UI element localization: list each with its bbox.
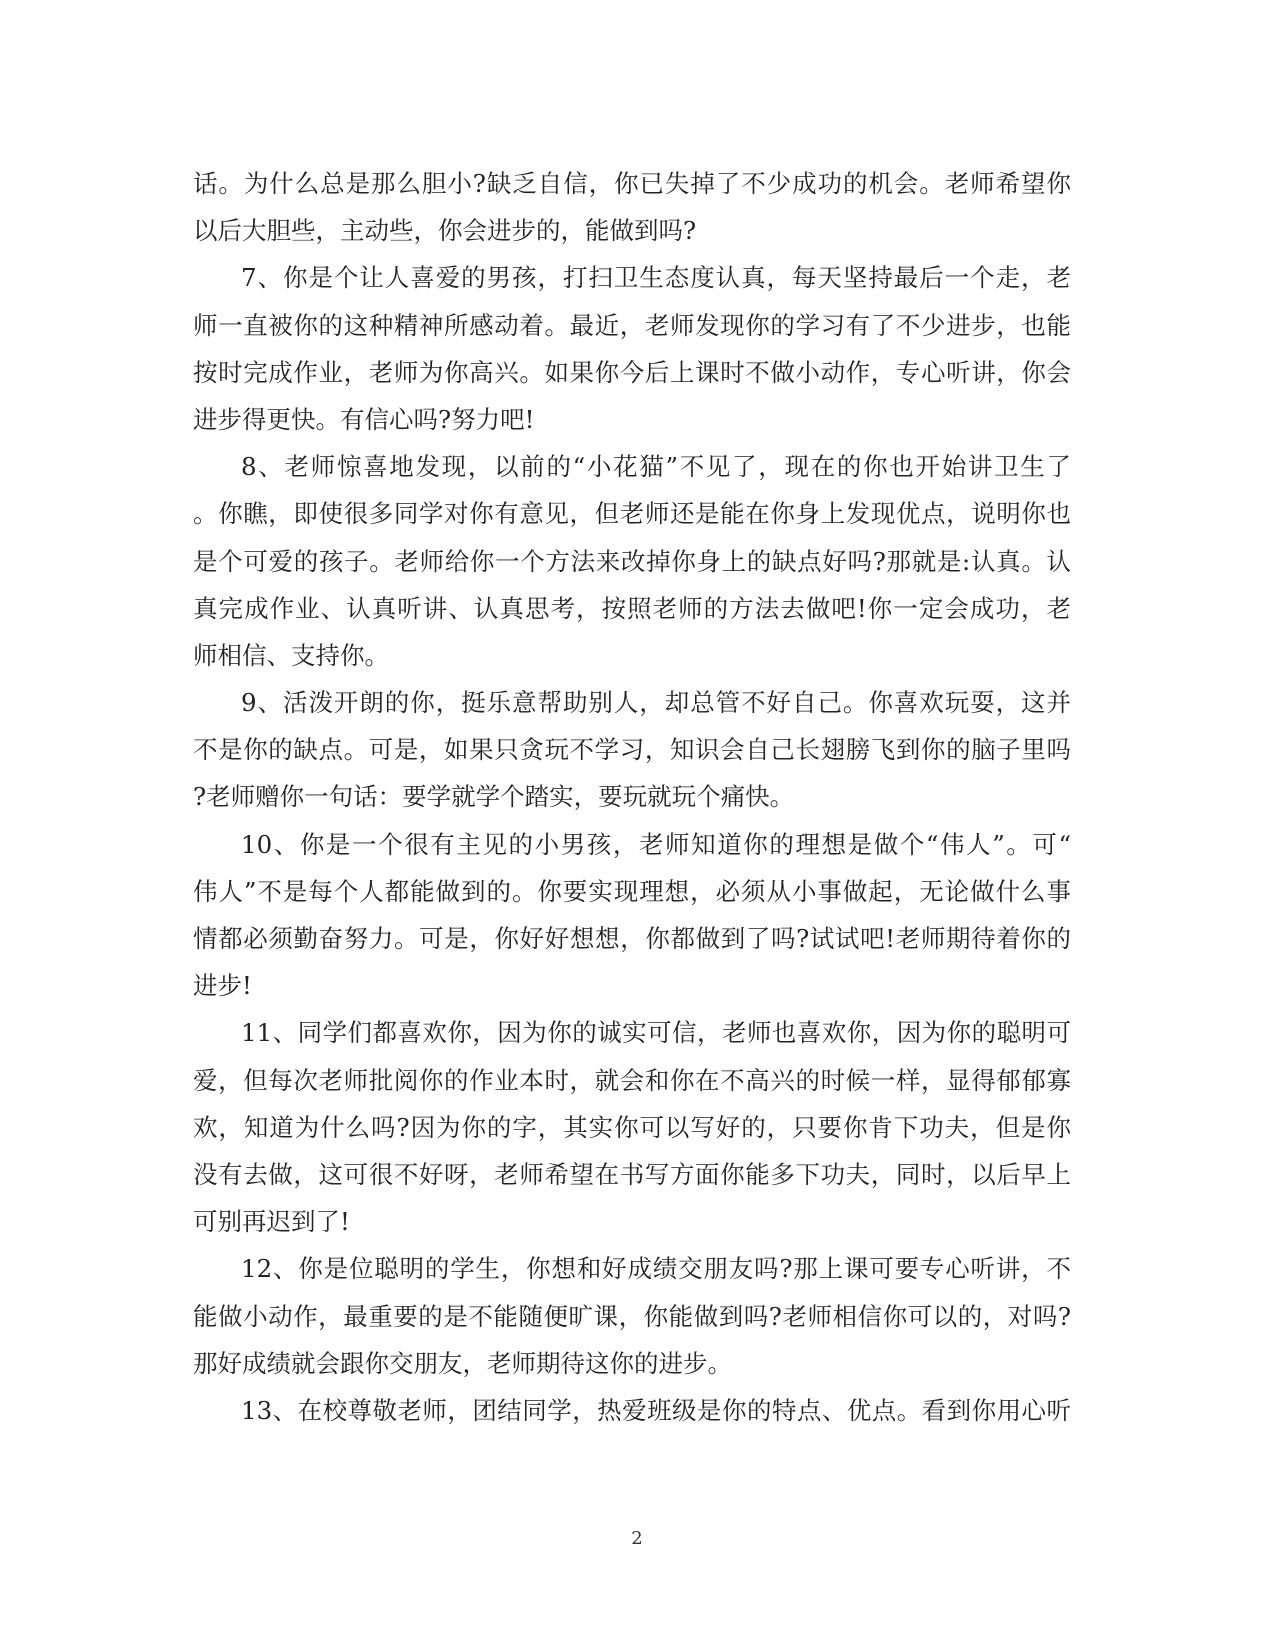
text-line: 10、你是一个很有主见的小男孩，老师知道你的理想是做个“伟人”。可“: [241, 829, 1071, 859]
text-line: 师相信、支持你。: [193, 640, 389, 670]
text-line: 13、在校尊敬老师，团结同学，热爱班级是你的特点、优点。看到你用心听: [241, 1395, 1071, 1425]
text-line: 按时完成作业，老师为你高兴。如果你今后上课时不做小动作，专心听讲，你会: [193, 357, 1071, 387]
text-line: 没有去做，这可很不好呀，老师希望在书写方面你能多下功夫，同时，以后早上: [193, 1159, 1071, 1189]
text-line: 11、同学们都喜欢你，因为你的诚实可信，老师也喜欢你，因为你的聪明可: [241, 1018, 1071, 1048]
page-number: 2: [631, 1528, 643, 1549]
text-line: 不是你的缺点。可是，如果只贪玩不学习，知识会自己长翅膀飞到你的脑子里吗: [193, 735, 1071, 765]
body-text: [193, 160, 1071, 1434]
text-line: 真完成作业、认真听讲、认真思考，按照老师的方法去做吧!你一定会成功，老: [193, 593, 1071, 623]
text-line: 7、你是个让人喜爱的男孩，打扫卫生态度认真，每天坚持最后一个走，老: [241, 263, 1071, 293]
text-line: 师一直被你的这种精神所感动着。最近，老师发现你的学习有了不少进步，也能: [193, 310, 1071, 340]
text-line: 12、你是位聪明的学生，你想和好成绩交朋友吗?那上课可要专心听讲，不: [241, 1254, 1071, 1284]
text-line: 以后大胆些，主动些，你会进步的，能做到吗?: [193, 216, 697, 246]
text-line: 9、活泼开朗的你，挺乐意帮助别人，却总管不好自己。你喜欢玩耍，这并: [241, 688, 1071, 718]
text-line: 8、老师惊喜地发现，以前的“小花猫”不见了，现在的你也开始讲卫生了: [241, 452, 1071, 482]
text-line: 是个可爱的孩子。老师给你一个方法来改掉你身上的缺点好吗?那就是:认真。认: [193, 546, 1071, 576]
text-line: 欢，知道为什么吗?因为你的字，其实你可以写好的，只要你肯下功夫，但是你: [193, 1112, 1071, 1142]
text-line: 能做小动作，最重要的是不能随便旷课，你能做到吗?老师相信你可以的，对吗?: [193, 1301, 1071, 1331]
text-line: 进步!: [193, 971, 252, 1001]
text-line: 情都必须勤奋努力。可是，你好好想想，你都做到了吗?试试吧!老师期待着你的: [193, 924, 1071, 953]
text-line: 那好成绩就会跟你交朋友，老师期待这你的进步。: [193, 1348, 732, 1378]
text-line: 话。为什么总是那么胆小?缺乏自信，你已失掉了不少成功的机会。老师希望你: [193, 169, 1071, 198]
text-line: 进步得更快。有信心吗?努力吧!: [193, 404, 535, 434]
text-line: 爱，但每次老师批阅你的作业本时，就会和你在不高兴的时候一样，显得郁郁寡: [193, 1065, 1071, 1095]
text-line: 伟人”不是每个人都能做到的。你要实现理想，必须从小事做起，无论做什么事: [193, 876, 1071, 906]
text-line: ?老师赠你一句话：要学就学个踏实，要玩就玩个痛快。: [193, 782, 795, 812]
text-line: 。你瞧，即使很多同学对你有意见，但老师还是能在你身上发现优点，说明你也: [193, 499, 1071, 529]
text-line: 可别再迟到了!: [193, 1207, 350, 1237]
